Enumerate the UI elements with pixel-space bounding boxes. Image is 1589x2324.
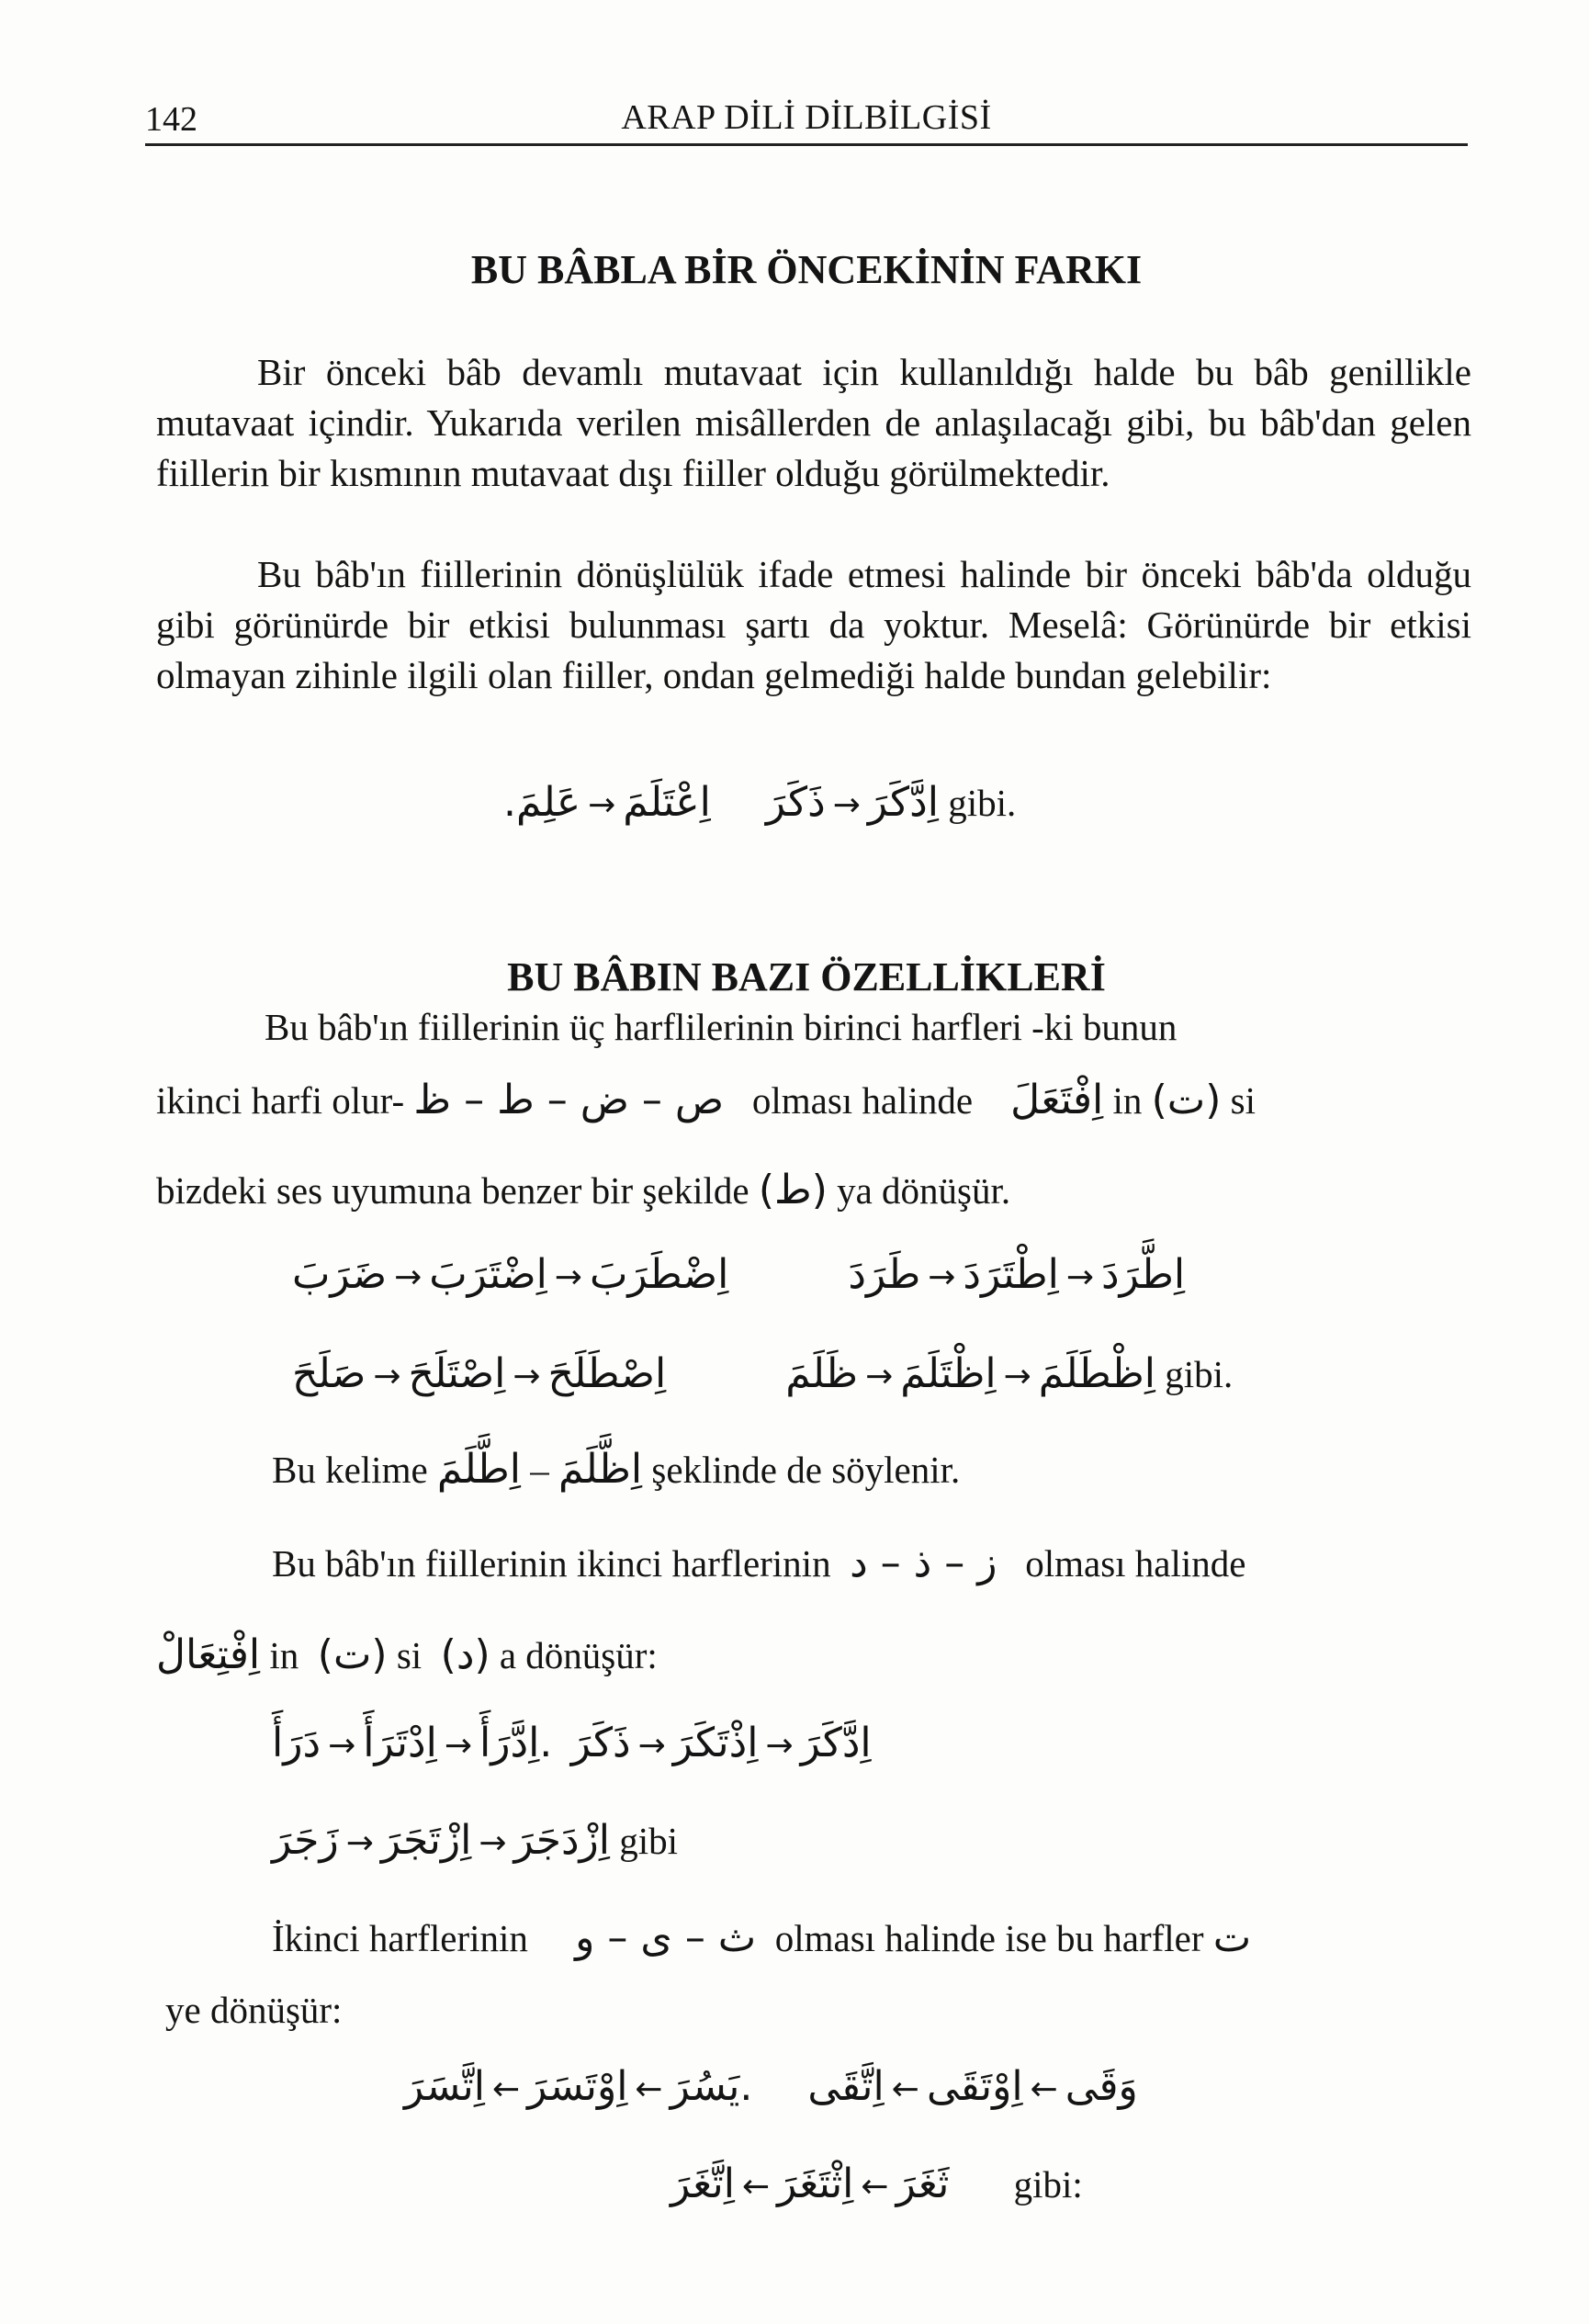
arabic-word: اِوْتَسَرَ: [527, 2063, 628, 2110]
arabic-word: اِثْتَغَرَ: [777, 2160, 854, 2207]
arrow-left-icon: ←: [861, 2168, 889, 2206]
arabic-word: ضَرَبَ: [292, 1251, 388, 1298]
text-fragment: İkinci harflerinin: [272, 1917, 528, 1959]
text-fragment: si: [396, 1634, 423, 1676]
text-line: Bu bâb'ın fiillerinin üç harflilerinin birinci harfleri -ki bunun: [265, 1006, 1178, 1048]
arabic-word: يَسُرَ: [670, 2063, 740, 2110]
example-row-4: [272, 1817, 678, 1864]
arrow-right-icon: →: [394, 1258, 423, 1296]
arabic-letter: (ت): [1151, 1077, 1222, 1123]
page-header: [145, 90, 1468, 145]
arabic-word: زَجَرَ: [272, 1817, 339, 1864]
arabic-word: اِصْتَلَحَ: [408, 1350, 506, 1397]
arabic-letters: ز – ذ – د: [850, 1540, 997, 1586]
arabic-word: اِدَّرَأَ: [479, 1720, 540, 1766]
text-fragment: olması halinde: [1025, 1542, 1246, 1585]
arrow-left-icon: ←: [635, 2070, 663, 2108]
arabic-word: اِصْطَلَحَ: [547, 1350, 667, 1397]
arrow-right-icon: →: [637, 1727, 666, 1765]
arrow-right-icon: →: [588, 786, 616, 824]
text-fragment: bizdeki ses uyumuna benzer bir şekilde: [156, 1169, 749, 1212]
arabic-letter: (د): [440, 1631, 490, 1678]
arabic-word: اِطَّلَمَ: [436, 1446, 522, 1493]
arabic-word: اِتَّسَرَ: [404, 2063, 485, 2110]
arabic-word: طَرَدَ: [848, 1251, 921, 1298]
running-title: ARAP DİLİ DİLBİLGİSİ: [621, 98, 992, 137]
arrow-right-icon: →: [928, 1258, 956, 1296]
arabic-word: اِزْدَجَرَ: [513, 1817, 611, 1864]
text-fragment: Bu bâb'ın fiillerinin ikinci harflerinin: [272, 1542, 831, 1585]
text-fragment: ikinci harfi olur-: [156, 1079, 405, 1122]
section-heading-features: BU BÂBIN BAZI ÖZELLİKLERİ: [507, 954, 1106, 999]
arabic-word: اِظْتَلَمَ: [900, 1350, 997, 1397]
arrow-right-icon: →: [373, 1358, 401, 1395]
arrow-right-icon: →: [444, 1727, 472, 1765]
gibi-label: gibi.: [1165, 1353, 1234, 1395]
gibi-label: gibi: [619, 1820, 679, 1862]
arabic-word: اِدَّكَرَ: [800, 1720, 872, 1766]
arabic-word: وَقَى: [1065, 2063, 1138, 2110]
text-line-letters: [156, 1077, 1256, 1123]
arrow-right-icon: →: [554, 1258, 582, 1296]
arabic-letter: (ط): [758, 1167, 828, 1213]
text-line: [156, 1167, 1010, 1213]
arabic-word: عَلِمَ: [516, 779, 581, 826]
arrow-right-icon: →: [479, 1824, 507, 1862]
example-row-5: [404, 2063, 1138, 2110]
arrow-right-icon: →: [765, 1727, 794, 1765]
text-line-alternate: [272, 1446, 960, 1493]
gibi-label: gibi:: [1013, 2163, 1083, 2206]
arrow-left-icon: ←: [741, 2168, 771, 2206]
arabic-word: اِضْطَرَبَ: [589, 1251, 729, 1298]
arabic-letters: ص – ض – ط – ظ: [413, 1077, 725, 1123]
text-line: [156, 1631, 658, 1678]
arabic-word: اِدَّكَرَ: [867, 779, 939, 826]
arabic-word: اِزْتَجَرَ: [380, 1817, 472, 1864]
arabic-letters: ث – ى – و: [575, 1914, 757, 1961]
paragraph-1-text: Bir önceki bâb devamlı mutavaat için kullanıldığı halde bu bâb genillikle mutavaat içindir. Yukarıda verilen misâllerden de anlaşılacağı gibi, bu bâb'dan gelen fiillerin bir kısmının mutavaat dışı fiiller olduğu görülmektedir.: [156, 351, 1471, 494]
example-row-6: [671, 2160, 1083, 2207]
arabic-word: اِوْتَقَى: [926, 2063, 1023, 2110]
arabic-letter: (ت): [317, 1631, 388, 1678]
text-fragment: şeklinde de söylenir.: [651, 1449, 961, 1491]
gibi-label: gibi.: [948, 782, 1017, 824]
arabic-word: صَلَحَ: [292, 1350, 366, 1397]
arabic-word: اِطْتَرَدَ: [963, 1251, 1059, 1298]
arabic-word: اِذْتَكَرَ: [672, 1720, 759, 1766]
text-fragment: ya dönüşür.: [837, 1169, 1011, 1212]
text-fragment: in: [1112, 1079, 1143, 1122]
arrow-left-icon: ←: [1030, 2070, 1058, 2108]
arabic-word: اِطَّرَدَ: [1101, 1251, 1186, 1298]
arrow-left-icon: ←: [891, 2070, 919, 2108]
arrow-right-icon: →: [328, 1727, 356, 1765]
arabic-word: ثَغَرَ: [896, 2160, 950, 2207]
arabic-word: اِدْتَرَأَ: [363, 1720, 437, 1766]
arabic-word: اِضْتَرَبَ: [429, 1251, 547, 1298]
arabic-word: ذَكَرَ: [570, 1720, 631, 1766]
paragraph-2: [156, 549, 1471, 701]
page-number: 142: [145, 100, 197, 139]
arrow-right-icon: →: [513, 1358, 541, 1395]
text-fragment: olması halinde ise bu harfler: [774, 1917, 1204, 1959]
arabic-word: .: [503, 779, 516, 826]
arabic-letter: ت: [1212, 1914, 1252, 1961]
arabic-word: ذَكَرَ: [765, 779, 826, 826]
arabic-word: ظَلَمَ: [785, 1350, 859, 1397]
paragraph-2-text: Bu bâb'ın fiillerinin dönüşlülük ifade etmesi halinde bir önceki bâb'da olduğu gibi görünürde bir etkisi bulunması şartı da yoktur. Meselâ: Görünürde bir etkisi olmayan zihinle ilgili olan fiiller, ondan gelmediği halde bundan gelebilir:: [156, 553, 1471, 696]
arabic-word: اِتَّقَى: [807, 2063, 885, 2110]
arrow-right-icon: →: [865, 1358, 894, 1395]
example-row-1: [292, 1251, 1185, 1298]
arrow-right-icon: →: [832, 786, 861, 824]
example-row-3: [272, 1720, 872, 1766]
text-line-letters-2: [272, 1540, 1245, 1586]
text-fragment: in: [269, 1634, 299, 1676]
arrow-right-icon: →: [1065, 1258, 1094, 1296]
text-line: ye dönüşür:: [165, 1989, 343, 2031]
text-fragment: Bu kelime: [272, 1449, 428, 1491]
dot: .: [539, 1720, 553, 1766]
paragraph-1: [156, 347, 1471, 499]
arrow-right-icon: →: [345, 1824, 374, 1862]
dash: –: [530, 1449, 549, 1491]
arrow-right-icon: →: [1003, 1358, 1031, 1395]
arabic-word: اِفْتِعَالْ: [156, 1631, 261, 1678]
arrow-left-icon: ←: [492, 2070, 521, 2108]
header-rule: [145, 143, 1468, 146]
text-fragment: olması halinde: [751, 1079, 974, 1122]
text-fragment: si: [1230, 1079, 1256, 1122]
arabic-word: دَرَأَ: [272, 1720, 321, 1766]
arabic-word: اِظْطَلَمَ: [1038, 1350, 1155, 1397]
text-line-letters-3: [272, 1914, 1251, 1961]
example-row-2: [292, 1350, 1233, 1397]
arabic-word: اِفْتَعَلَ: [1010, 1077, 1104, 1123]
example-line-1: [503, 779, 1016, 826]
arabic-word: اِعْتَلَمَ: [623, 779, 711, 826]
dot: .: [739, 2063, 753, 2110]
arabic-word: اِظَّلَمَ: [558, 1446, 643, 1493]
text-fragment: a dönüşür:: [499, 1634, 658, 1676]
arabic-word: اِتَّغَرَ: [671, 2160, 735, 2207]
section-heading-difference: BU BÂBLA BİR ÖNCEKİNİN FARKI: [470, 247, 1143, 292]
